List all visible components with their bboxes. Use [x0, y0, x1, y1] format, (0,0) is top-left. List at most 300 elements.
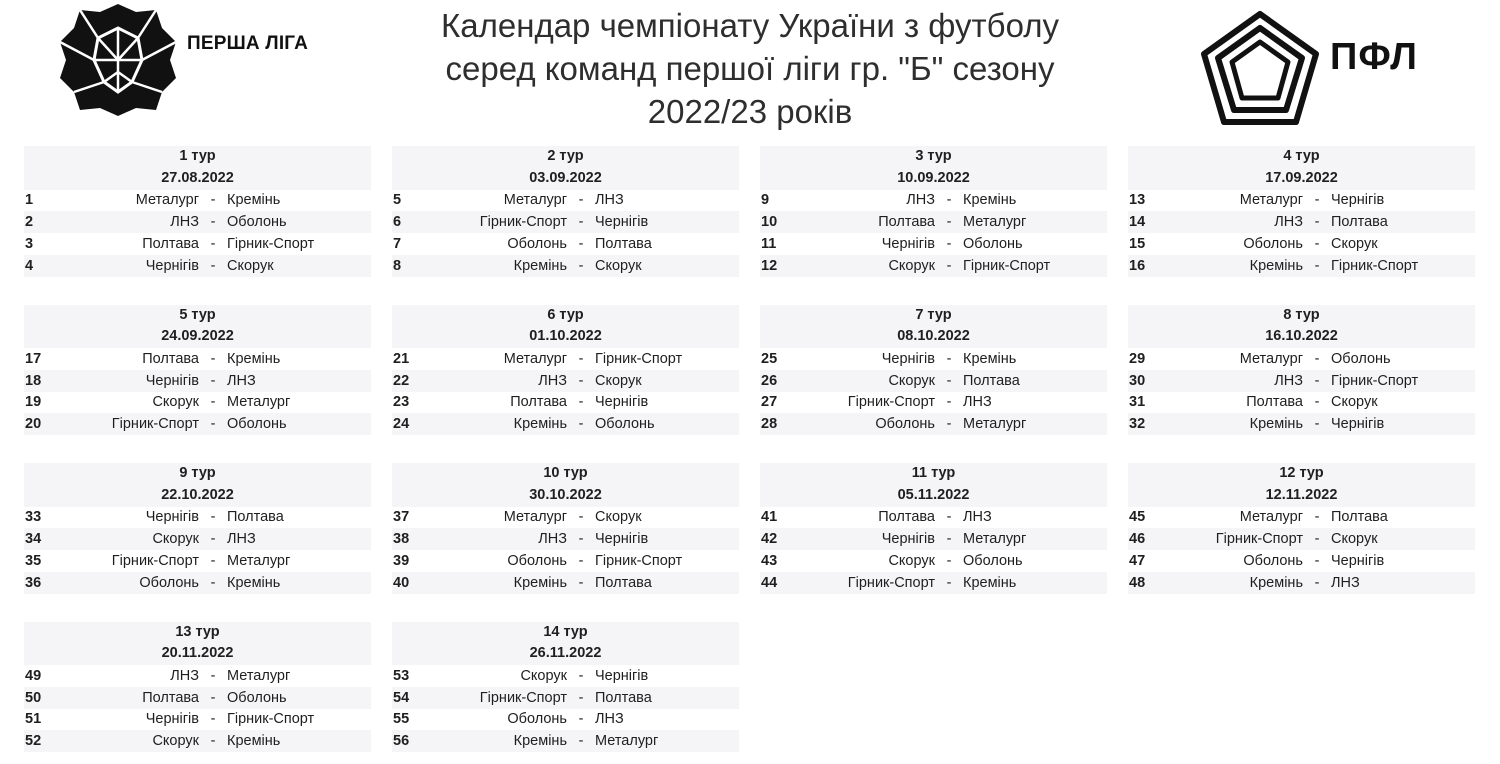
match-number: 31: [1129, 394, 1146, 411]
round-name: 12 тур: [1279, 465, 1324, 481]
away-team: Чернігів: [595, 531, 649, 548]
match-separator: -: [210, 509, 216, 526]
match-separator: -: [210, 394, 216, 411]
match-separator: -: [578, 689, 584, 706]
match-list: [1128, 507, 1475, 594]
away-team: Кремінь: [963, 350, 1017, 367]
match-list: [24, 348, 371, 435]
away-team: Металург: [227, 667, 291, 684]
match-row: [760, 233, 1107, 255]
match-number: 22: [393, 372, 410, 389]
match-number: 20: [25, 416, 42, 433]
away-team: Чернігів: [1331, 552, 1385, 569]
title-line: серед команд першої ліги гр. "Б" сезону: [445, 50, 1055, 87]
match-separator: -: [210, 689, 216, 706]
away-team: Скорук: [595, 257, 642, 274]
match-separator: -: [1314, 235, 1320, 252]
match-row: [1128, 348, 1475, 370]
match-number: 45: [1129, 509, 1146, 526]
round-block: [1128, 146, 1475, 277]
home-team: ЛНЗ: [1274, 214, 1303, 231]
round-name: 2 тур: [547, 148, 584, 164]
title-line: 2022/23 років: [647, 93, 853, 130]
match-row: [24, 550, 371, 572]
match-number: 39: [393, 552, 410, 569]
away-team: Оболонь: [595, 416, 655, 433]
away-team: Кремінь: [227, 574, 281, 591]
away-team: Полтава: [227, 509, 284, 526]
match-separator: -: [578, 667, 584, 684]
round-block: [24, 146, 371, 277]
match-row: [392, 392, 739, 414]
away-team: Скорук: [1331, 394, 1378, 411]
away-team: Скорук: [1331, 235, 1378, 252]
match-separator: -: [578, 531, 584, 548]
match-row: [1128, 255, 1475, 277]
page-header: [0, 0, 1500, 140]
round-name: 14 тур: [543, 623, 588, 640]
away-team: Полтава: [595, 689, 652, 706]
match-number: 56: [393, 733, 410, 750]
match-row: [392, 665, 739, 687]
away-team: Полтава: [595, 235, 652, 252]
away-team: Гірник-Спорт: [595, 350, 683, 367]
match-separator: -: [946, 416, 952, 433]
match-row: [760, 413, 1107, 435]
round-header: [760, 463, 1107, 507]
away-team: Оболонь: [963, 552, 1023, 569]
away-team: Гірник-Спорт: [227, 711, 315, 728]
match-row: [1128, 233, 1475, 255]
match-row: [1128, 190, 1475, 212]
match-separator: -: [1314, 257, 1320, 274]
away-team: Чернігів: [595, 667, 649, 684]
away-team: Кремінь: [963, 574, 1017, 591]
match-number: 41: [761, 509, 778, 526]
round-name: 1 тур: [179, 148, 216, 164]
round-header: [1128, 146, 1475, 190]
match-row: [760, 348, 1107, 370]
match-separator: -: [578, 574, 584, 591]
match-row: [1128, 550, 1475, 572]
match-row: [24, 348, 371, 370]
match-row: [24, 687, 371, 709]
home-team: Кремінь: [513, 574, 567, 591]
match-number: 34: [25, 531, 42, 548]
match-row: [392, 370, 739, 392]
match-row: [24, 413, 371, 435]
match-row: [24, 709, 371, 731]
match-row: [392, 730, 739, 752]
match-number: 46: [1129, 531, 1146, 548]
match-separator: -: [1314, 531, 1320, 548]
home-team: ЛНЗ: [538, 531, 567, 548]
match-number: 19: [25, 394, 42, 411]
match-separator: -: [578, 552, 584, 569]
round-date: 24.09.2022: [161, 328, 234, 345]
match-row: [392, 413, 739, 435]
match-number: 5: [393, 192, 402, 209]
match-separator: -: [210, 711, 216, 728]
match-separator: -: [578, 733, 584, 750]
match-separator: -: [946, 350, 952, 367]
match-row: [760, 507, 1107, 529]
match-row: [760, 572, 1107, 594]
match-separator: -: [1314, 214, 1320, 231]
away-team: Полтава: [963, 372, 1020, 389]
away-team: Чернігів: [1331, 416, 1385, 433]
round-header: [760, 146, 1107, 190]
match-separator: -: [1314, 416, 1320, 433]
away-team: ЛНЗ: [595, 192, 624, 209]
round-block: [24, 622, 371, 753]
match-separator: -: [1314, 509, 1320, 526]
match-row: [24, 528, 371, 550]
round-header: [1128, 305, 1475, 349]
home-team: Чернігів: [145, 257, 199, 274]
home-team: ЛНЗ: [1274, 372, 1303, 389]
match-number: 11: [761, 235, 777, 252]
home-team: Металург: [1239, 350, 1303, 367]
match-row: [1128, 413, 1475, 435]
away-team: Оболонь: [963, 235, 1023, 252]
match-separator: -: [1314, 372, 1320, 389]
match-list: [392, 190, 739, 277]
home-team: ЛНЗ: [170, 214, 199, 231]
match-row: [392, 528, 739, 550]
match-row: [760, 255, 1107, 277]
match-number: 48: [1129, 574, 1146, 591]
match-number: 54: [393, 689, 410, 706]
match-row: [1128, 392, 1475, 414]
away-team: Кремінь: [227, 192, 281, 209]
match-list: [24, 190, 371, 277]
round-date: 01.10.2022: [529, 328, 602, 345]
round-name: 8 тур: [1283, 306, 1320, 323]
home-team: Оболонь: [507, 711, 567, 728]
match-number: 47: [1129, 552, 1146, 569]
home-team: ЛНЗ: [906, 192, 935, 209]
match-separator: -: [578, 192, 584, 209]
home-team: Чернігів: [145, 372, 199, 389]
match-number: 32: [1129, 416, 1146, 433]
round-name: 10 тур: [543, 465, 588, 481]
match-separator: -: [946, 214, 952, 231]
away-team: Кремінь: [227, 350, 281, 367]
home-team: Гірник-Спорт: [111, 416, 199, 433]
round-block: [1128, 305, 1475, 436]
match-number: 12: [761, 257, 778, 274]
match-number: 38: [393, 531, 410, 548]
away-team: Гірник-Спорт: [227, 235, 315, 252]
match-number: 16: [1129, 257, 1146, 274]
round-date: 08.10.2022: [897, 328, 970, 345]
match-separator: -: [210, 574, 216, 591]
home-team: Чернігів: [881, 235, 935, 252]
match-separator: -: [578, 416, 584, 433]
home-team: Скорук: [520, 667, 567, 684]
round-header: [24, 146, 371, 190]
home-team: Кремінь: [1249, 257, 1303, 274]
match-row: [760, 211, 1107, 233]
match-separator: -: [1314, 394, 1320, 411]
home-team: Чернігів: [881, 531, 935, 548]
match-number: 15: [1129, 235, 1146, 252]
round-name: 3 тур: [915, 148, 952, 164]
home-team: Чернігів: [881, 350, 935, 367]
match-number: 14: [1129, 214, 1146, 231]
away-team: Полтава: [1331, 214, 1388, 231]
round-date: 17.09.2022: [1265, 169, 1338, 186]
round-header: [24, 622, 371, 666]
match-row: [760, 528, 1107, 550]
match-separator: -: [210, 416, 216, 433]
match-row: [1128, 572, 1475, 594]
round-date: 22.10.2022: [161, 486, 234, 503]
round-date: 03.09.2022: [529, 169, 602, 186]
match-separator: -: [210, 372, 216, 389]
match-number: 36: [25, 574, 42, 591]
match-number: 21: [393, 350, 410, 367]
home-team: Кремінь: [1249, 574, 1303, 591]
match-number: 44: [761, 574, 778, 591]
match-number: 1: [25, 192, 34, 209]
match-separator: -: [946, 372, 952, 389]
match-number: 3: [25, 235, 34, 252]
match-number: 52: [25, 733, 42, 750]
away-team: Гірник-Спорт: [595, 552, 683, 569]
round-header: [760, 305, 1107, 349]
match-separator: -: [1314, 552, 1320, 569]
match-list: [24, 665, 371, 752]
match-row: [1128, 528, 1475, 550]
round-date: 10.09.2022: [897, 169, 970, 186]
round-name: 13 тур: [175, 623, 220, 640]
round-block: [760, 305, 1107, 436]
match-separator: -: [946, 574, 952, 591]
round-block: [392, 463, 739, 594]
home-team: Кремінь: [1249, 416, 1303, 433]
round-header: [24, 463, 371, 507]
home-team: Чернігів: [145, 509, 199, 526]
home-team: Полтава: [1246, 394, 1303, 411]
match-separator: -: [946, 257, 952, 274]
match-number: 25: [761, 350, 778, 367]
match-list: [760, 507, 1107, 594]
match-number: 13: [1129, 192, 1146, 209]
home-team: Оболонь: [139, 574, 199, 591]
match-row: [24, 255, 371, 277]
round-date: 16.10.2022: [1265, 328, 1338, 345]
home-team: Полтава: [510, 394, 567, 411]
lion-logo-icon: [58, 2, 178, 118]
match-row: [392, 348, 739, 370]
match-number: 26: [761, 372, 778, 389]
match-separator: -: [210, 552, 216, 569]
home-team: Скорук: [888, 552, 935, 569]
round-block: [24, 305, 371, 436]
match-number: 8: [393, 257, 402, 274]
pfl-logo-text: ПФЛ: [1330, 36, 1418, 78]
match-row: [760, 392, 1107, 414]
home-team: ЛНЗ: [170, 667, 199, 684]
match-separator: -: [210, 733, 216, 750]
match-number: 35: [25, 552, 42, 569]
match-row: [24, 665, 371, 687]
match-separator: -: [946, 509, 952, 526]
home-team: Металург: [1239, 509, 1303, 526]
match-separator: -: [210, 350, 216, 367]
home-team: Металург: [503, 509, 567, 526]
match-row: [760, 550, 1107, 572]
away-team: Скорук: [595, 509, 642, 526]
match-separator: -: [210, 257, 216, 274]
home-team: Гірник-Спорт: [847, 574, 935, 591]
away-team: Оболонь: [227, 689, 287, 706]
away-team: Полтава: [595, 574, 652, 591]
match-number: 50: [25, 689, 42, 706]
round-block: [760, 463, 1107, 594]
match-row: [392, 572, 739, 594]
home-team: Полтава: [142, 689, 199, 706]
match-row: [24, 507, 371, 529]
match-row: [392, 709, 739, 731]
match-row: [392, 687, 739, 709]
away-team: Полтава: [1331, 509, 1388, 526]
round-name: 4 тур: [1283, 148, 1320, 164]
match-separator: -: [946, 235, 952, 252]
match-separator: -: [210, 531, 216, 548]
match-row: [760, 370, 1107, 392]
match-number: 43: [761, 552, 778, 569]
match-row: [24, 370, 371, 392]
match-number: 7: [393, 235, 402, 252]
match-number: 37: [393, 509, 410, 526]
match-row: [760, 190, 1107, 212]
away-team: ЛНЗ: [227, 372, 256, 389]
home-team: Полтава: [142, 350, 199, 367]
round-block: [24, 463, 371, 594]
away-team: Гірник-Спорт: [1331, 257, 1419, 274]
match-separator: -: [210, 214, 216, 231]
title-line: Календар чемпіонату України з футболу: [441, 7, 1059, 44]
away-team: Гірник-Спорт: [963, 257, 1051, 274]
home-team: Кремінь: [513, 416, 567, 433]
round-name: 9 тур: [179, 465, 216, 481]
match-list: [24, 507, 371, 594]
away-team: Металург: [227, 552, 291, 569]
away-team: Оболонь: [227, 214, 287, 231]
match-row: [392, 507, 739, 529]
match-number: 53: [393, 667, 410, 684]
match-number: 40: [393, 574, 410, 591]
home-team: Гірник-Спорт: [1215, 531, 1303, 548]
match-row: [24, 392, 371, 414]
away-team: Скорук: [1331, 531, 1378, 548]
match-row: [24, 211, 371, 233]
match-list: [760, 348, 1107, 435]
match-list: [392, 665, 739, 752]
home-team: Скорук: [152, 531, 199, 548]
away-team: Чернігів: [1331, 192, 1385, 209]
away-team: ЛНЗ: [595, 711, 624, 728]
match-row: [392, 211, 739, 233]
away-team: ЛНЗ: [963, 394, 992, 411]
match-separator: -: [946, 394, 952, 411]
round-date: 05.11.2022: [897, 486, 970, 503]
away-team: Гірник-Спорт: [1331, 372, 1419, 389]
pfl-logo-icon: [1198, 10, 1322, 128]
match-separator: -: [578, 394, 584, 411]
away-team: Кремінь: [963, 192, 1017, 209]
home-team: Оболонь: [1243, 552, 1303, 569]
away-team: Металург: [963, 531, 1027, 548]
home-team: Металург: [503, 192, 567, 209]
match-separator: -: [578, 711, 584, 728]
away-team: Скорук: [227, 257, 274, 274]
round-block: [392, 305, 739, 436]
match-row: [24, 730, 371, 752]
round-header: [392, 146, 739, 190]
match-number: 6: [393, 214, 402, 231]
away-team: Чернігів: [595, 214, 649, 231]
round-block: [392, 622, 739, 753]
home-team: Оболонь: [1243, 235, 1303, 252]
match-number: 18: [25, 372, 42, 389]
round-header: [1128, 463, 1475, 507]
match-row: [1128, 507, 1475, 529]
away-team: Металург: [595, 733, 659, 750]
home-team: Гірник-Спорт: [847, 394, 935, 411]
round-date: 30.10.2022: [529, 486, 602, 503]
match-number: 49: [25, 667, 42, 684]
match-number: 51: [25, 711, 42, 728]
home-team: Скорук: [888, 257, 935, 274]
home-team: Оболонь: [875, 416, 935, 433]
round-date: 27.08.2022: [161, 169, 234, 186]
home-team: Оболонь: [507, 552, 567, 569]
away-team: Металург: [963, 214, 1027, 231]
match-number: 24: [393, 416, 410, 433]
match-separator: -: [946, 552, 952, 569]
away-team: Чернігів: [595, 394, 649, 411]
away-team: Металург: [227, 394, 291, 411]
match-row: [392, 233, 739, 255]
round-name: 11 тур: [911, 465, 956, 481]
round-date: 12.11.2022: [1265, 486, 1338, 503]
match-separator: -: [578, 257, 584, 274]
away-team: ЛНЗ: [227, 531, 256, 548]
home-team: Гірник-Спорт: [479, 214, 567, 231]
match-number: 33: [25, 509, 42, 526]
match-separator: -: [1314, 192, 1320, 209]
match-separator: -: [1314, 574, 1320, 591]
round-name: 6 тур: [547, 306, 584, 323]
match-separator: -: [210, 667, 216, 684]
match-number: 55: [393, 711, 410, 728]
match-separator: -: [578, 235, 584, 252]
home-team: ЛНЗ: [538, 372, 567, 389]
rounds-grid: [24, 146, 1476, 752]
home-team: Кремінь: [513, 257, 567, 274]
home-team: Гірник-Спорт: [479, 689, 567, 706]
home-team: Полтава: [878, 509, 935, 526]
round-header: [392, 463, 739, 507]
match-number: 27: [761, 394, 778, 411]
away-team: Скорук: [595, 372, 642, 389]
match-number: 30: [1129, 372, 1146, 389]
home-team: Металург: [503, 350, 567, 367]
